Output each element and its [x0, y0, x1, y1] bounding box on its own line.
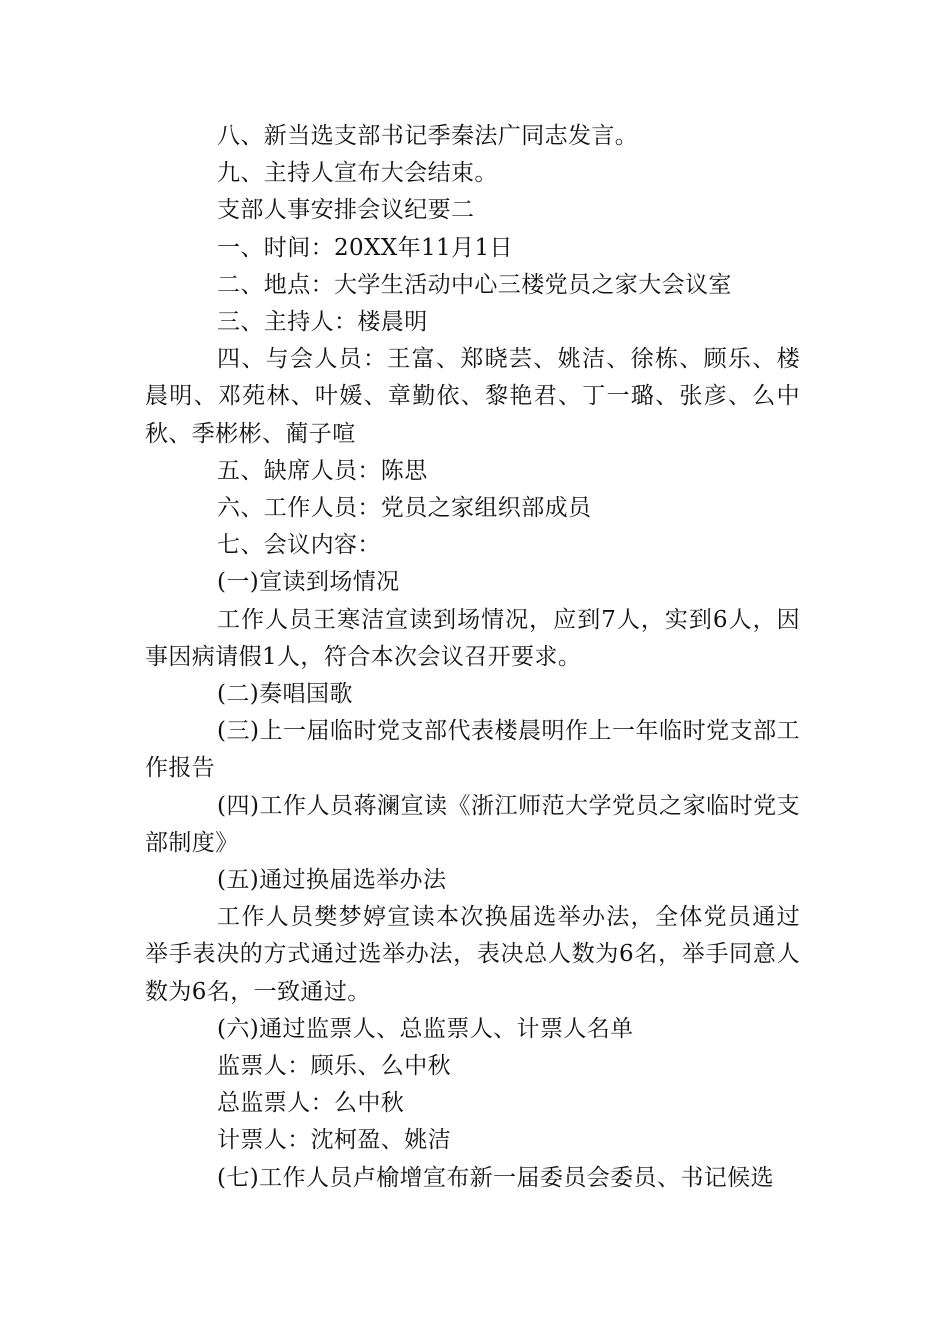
- paragraph-attendees: 四、与会人员：王富、郑晓芸、姚洁、徐栋、顾乐、楼晨明、邓苑林、叶媛、章勤依、黎艳君、丁一璐、张彦、么中秋、季彬彬、蔺子喧: [145, 346, 800, 447]
- document-section-title: 支部人事安排会议纪要二: [217, 197, 475, 224]
- paragraph-speech: 八、新当选支部书记季秦法广同志发言。: [217, 123, 639, 149]
- paragraph-attendance: 工作人员王寒洁宣读到场情况，应到7人，实到6人，因事因病请假1人，符合本次会议召开要求。: [145, 606, 800, 670]
- paragraph-item-5: (五)通过换届选举办法: [217, 867, 447, 894]
- paragraph-staff: 六、工作人员：党员之家组织部成员: [217, 495, 592, 522]
- paragraph-location: 二、地点：大学生活动中心三楼党员之家大会议室: [217, 271, 732, 298]
- paragraph-item-2: (二)奏唱国歌: [217, 681, 353, 708]
- paragraph-closing: 九、主持人宣布大会结束。: [217, 160, 498, 187]
- paragraph-time: 一、时间：20XX年11月1日: [217, 234, 513, 261]
- paragraph-host: 三、主持人：楼晨明: [217, 309, 428, 336]
- paragraph-item-3: (三)上一届临时党支部代表楼晨明作上一年临时党支部工作报告: [145, 718, 800, 782]
- paragraph-content-heading: 七、会议内容：: [217, 532, 381, 559]
- paragraph-item-7: (七)工作人员卢榆增宣布新一届委员会委员、书记候选: [217, 1164, 774, 1191]
- paragraph-chief-scrutineer: 总监票人：么中秋: [217, 1090, 405, 1117]
- paragraph-election-method: 工作人员樊梦婷宣读本次换届选举办法，全体党员通过举手表决的方式通过选举办法，表决总人数为6名，举手同意人数为6名，一致通过。: [145, 904, 800, 1005]
- document-body: [145, 118, 800, 1197]
- paragraph-item-4: (四)工作人员蒋澜宣读《浙江师范大学党员之家临时党支部制度》: [145, 792, 800, 856]
- paragraph-absentees: 五、缺席人员：陈思: [217, 457, 428, 484]
- paragraph-item-1: (一)宣读到场情况: [217, 569, 400, 596]
- paragraph-item-6: (六)通过监票人、总监票人、计票人名单: [217, 1015, 634, 1042]
- paragraph-tellers: 计票人：沈柯盈、姚洁: [217, 1127, 451, 1154]
- paragraph-scrutineers: 监票人：顾乐、么中秋: [217, 1053, 451, 1080]
